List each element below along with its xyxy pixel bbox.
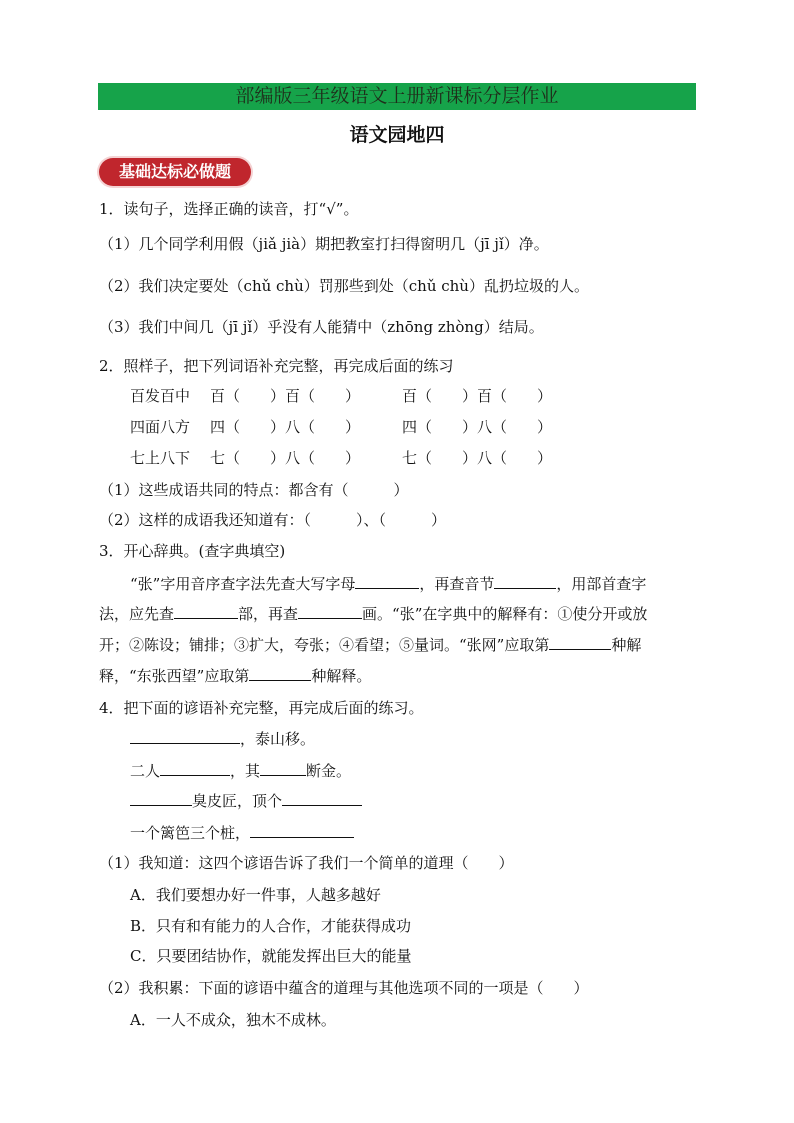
q2-fill-3b[interactable]: 七（ ）八（ ） — [402, 449, 553, 467]
q3-blank-letter[interactable] — [355, 574, 419, 589]
q4-blank-3a[interactable] — [130, 791, 192, 806]
section-badge: 基础达标必做题 — [99, 158, 251, 186]
q4-blank-1[interactable] — [130, 729, 240, 744]
q4-blank-2a[interactable] — [160, 761, 230, 776]
q2-fill-2b[interactable]: 四（ ）八（ ） — [402, 418, 553, 436]
q3-text-3b: 种解 — [611, 636, 642, 654]
q2-sub-2: （2）这样的成语我还知道有：（ ）、（ ） — [99, 511, 447, 529]
q4-option-b[interactable]: B．只有和有能力的人合作，才能获得成功 — [130, 917, 412, 935]
q4-blank-3b[interactable] — [282, 791, 362, 806]
q4-sub-2: （2）我积累：下面的谚语中蕴含的道理与其他选项不同的一项是（ ） — [99, 979, 589, 997]
q3-para-line-1 — [130, 574, 646, 594]
q1-stem: 1．读句子，选择正确的读音，打“√”。 — [99, 200, 359, 218]
q4-sub2-option-a[interactable]: A．一人不成众，独木不成林。 — [130, 1011, 336, 1029]
q3-text-1c: ，用部首查字 — [556, 575, 647, 593]
q4-option-a[interactable]: A．我们要想办好一件事，人越多越好 — [130, 886, 381, 904]
q3-text-3a: 开；②陈设；铺排；③扩大，夸张；④看望；⑤量词。“张网”应取第 — [99, 636, 550, 654]
q4-text-2b: ，其 — [230, 762, 261, 780]
q1-sentence-2: （2）我们决定要处（chǔ chù）罚那些到处（chǔ chù）乱扔垃圾的人。 — [99, 277, 589, 295]
q4-blank-2b[interactable] — [260, 761, 306, 776]
q4-stem: 4．把下面的谚语补充完整，再完成后面的练习。 — [99, 699, 424, 717]
q2-sub-1: （1）这些成语共同的特点：都含有（ ） — [99, 481, 409, 499]
q3-text-2c: 画。“张”在字典中的解释有：①使分开或放 — [362, 605, 648, 623]
q3-blank-meaning-2[interactable] — [249, 666, 311, 681]
q4-text-2c: 断金。 — [306, 762, 352, 780]
q4-proverb-4 — [130, 823, 354, 843]
q4-text-2a: 二人 — [130, 762, 161, 780]
q4-sub-1: （1）我知道：这四个谚语告诉了我们一个简单的道理（ ） — [99, 854, 514, 872]
q3-text-1b: ，再查音节 — [419, 575, 495, 593]
q3-blank-strokes[interactable] — [298, 604, 362, 619]
q1-sentence-3: （3）我们中间几（jī jǐ）乎没有人能猜中（zhōng zhòng）结局。 — [99, 318, 544, 336]
q4-blank-4[interactable] — [250, 823, 354, 838]
q3-blank-meaning-1[interactable] — [549, 635, 611, 650]
q4-proverb-2 — [130, 761, 351, 781]
q1-sentence-1: （1）几个同学利用假（jiǎ jià）期把教室打扫得窗明几（jī jǐ）净。 — [99, 235, 549, 253]
q2-fill-3a[interactable]: 七（ ）八（ ） — [210, 449, 361, 467]
q4-text-4a: 一个篱笆三个桩， — [130, 824, 251, 842]
q4-proverb-1 — [130, 729, 315, 749]
q3-text-1a: “张”字用音序查字法先查大写字母 — [130, 575, 356, 593]
q3-text-4a: 释，“东张西望”应取第 — [99, 667, 250, 685]
q3-para-line-4 — [99, 666, 371, 686]
q3-blank-radical[interactable] — [174, 604, 238, 619]
page-title: 语文园地四 — [349, 124, 445, 146]
q3-text-2a: 法，应先查 — [99, 605, 175, 623]
q2-fill-2a[interactable]: 四（ ）八（ ） — [210, 418, 361, 436]
q4-option-c[interactable]: C．只要团结协作，就能发挥出巨大的能量 — [130, 947, 412, 965]
q2-example-1: 百发百中 — [130, 387, 191, 405]
q3-stem: 3．开心辞典。(查字典填空) — [99, 542, 286, 560]
q3-text-4b: 种解释。 — [311, 667, 372, 685]
q2-fill-1a[interactable]: 百（ ）百（ ） — [210, 387, 361, 405]
q3-para-line-3 — [99, 635, 641, 655]
q3-blank-syllable[interactable] — [494, 574, 556, 589]
q2-example-3: 七上八下 — [130, 449, 191, 467]
q3-para-line-2 — [99, 604, 647, 624]
q4-proverb-3 — [130, 791, 362, 811]
q2-fill-1b[interactable]: 百（ ）百（ ） — [402, 387, 553, 405]
q2-stem: 2．照样子，把下列词语补充完整，再完成后面的练习 — [99, 357, 454, 375]
q2-example-2: 四面八方 — [130, 418, 191, 436]
q3-text-2b: 部，再查 — [238, 605, 299, 623]
series-banner: 部编版三年级语文上册新课标分层作业 — [98, 83, 696, 110]
q4-text-1: ，泰山移。 — [240, 730, 316, 748]
q4-text-3a: 臭皮匠，顶个 — [192, 792, 283, 810]
